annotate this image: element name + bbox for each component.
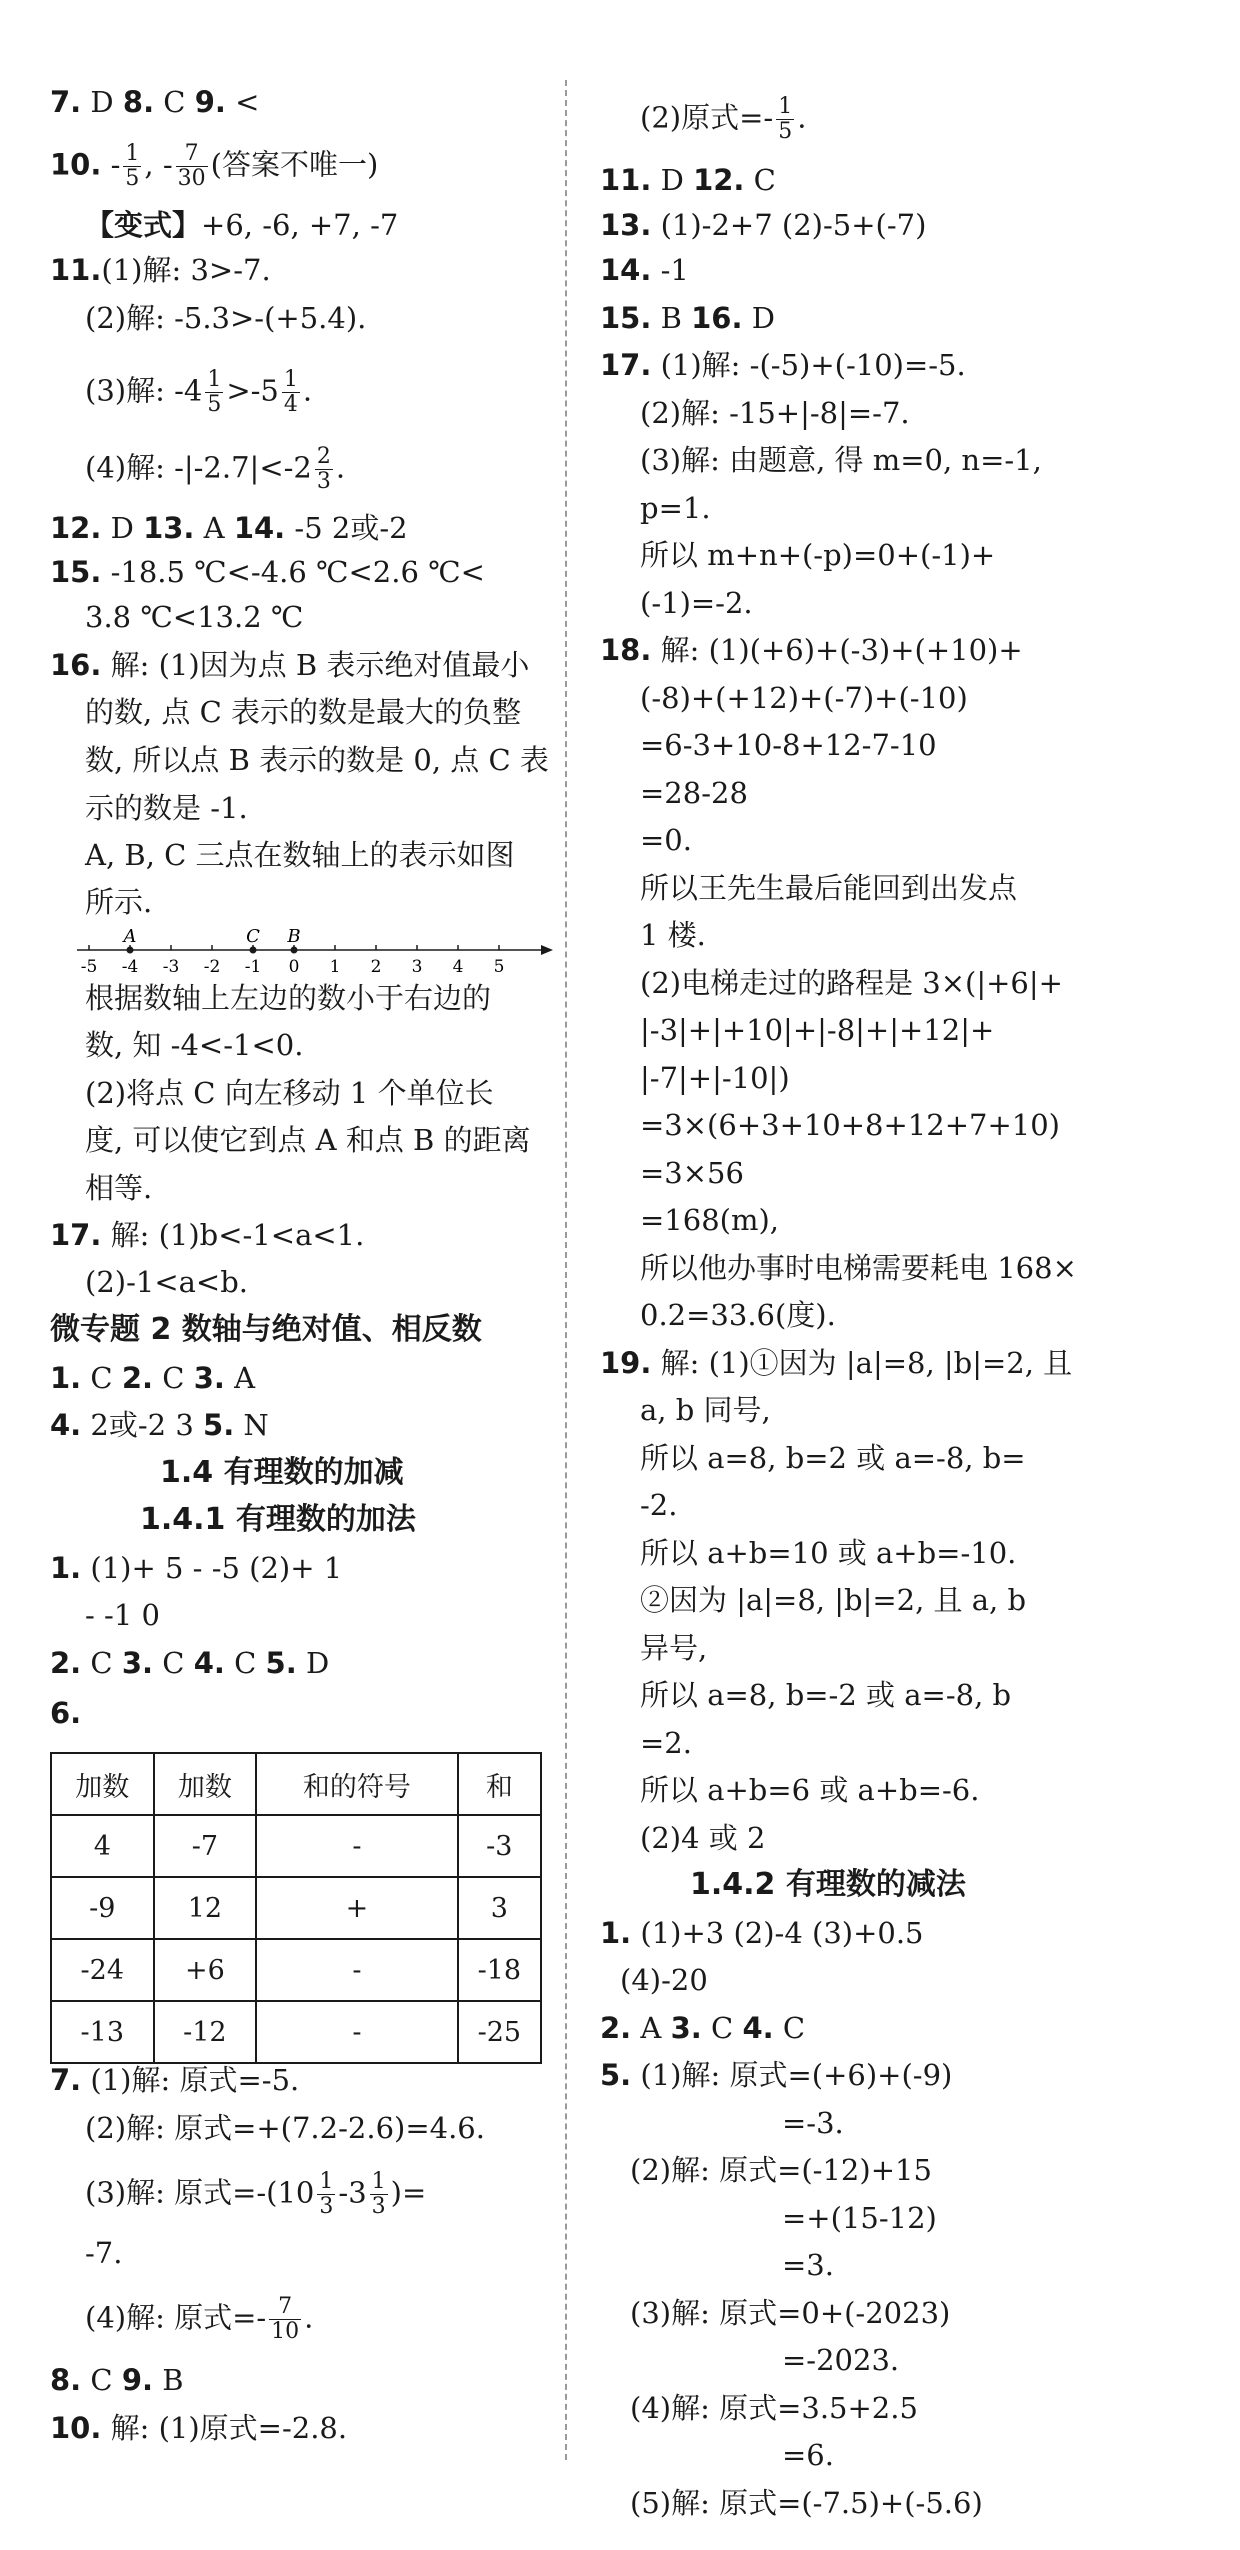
answer-line: (2)-1<a<b. bbox=[85, 1265, 248, 1299]
q-number: 5. bbox=[203, 1408, 235, 1442]
answer-line: (-8)+(+12)+(-7)+(-10) bbox=[640, 681, 968, 715]
text: (3)解: 原式=-(10 bbox=[85, 2175, 315, 2210]
q-number: 4. bbox=[742, 2011, 774, 2045]
answer: D bbox=[296, 1646, 330, 1680]
answer: 解: (1)原式=-2.8. bbox=[101, 2411, 348, 2445]
denominator: 3 bbox=[371, 2194, 386, 2219]
answer-line: (-1)=-2. bbox=[640, 586, 753, 620]
number-line-tick-label: 3 bbox=[411, 957, 423, 977]
table-cell: 4 bbox=[51, 1815, 154, 1877]
variant-line bbox=[85, 205, 398, 245]
answer: B bbox=[153, 2363, 184, 2397]
numerator: 1 bbox=[778, 94, 793, 119]
answer-line: (2)电梯走过的路程是 3×(|+6|+ bbox=[640, 966, 1063, 1000]
table-cell: - bbox=[256, 2001, 458, 2063]
q-number: 11. bbox=[50, 253, 102, 287]
answer-line-7 bbox=[50, 2060, 299, 2100]
answer-line-10 bbox=[50, 2408, 347, 2448]
table-cell: -9 bbox=[51, 1877, 154, 1939]
answer: (1)解: -(-5)+(-10)=-5. bbox=[651, 348, 966, 382]
answer-line-topic-1-3 bbox=[50, 1358, 255, 1398]
q-number: 16. bbox=[691, 301, 743, 335]
numerator: 1 bbox=[319, 2169, 334, 2194]
table-cell: -7 bbox=[154, 1815, 257, 1877]
table-cell: -13 bbox=[51, 2001, 154, 2063]
answer: D bbox=[651, 163, 694, 197]
answer: +6, -6, +7, -7 bbox=[201, 208, 399, 242]
column-divider bbox=[565, 80, 567, 2460]
text: . bbox=[335, 450, 346, 485]
answer-line: =6-3+10-8+12-7-10 bbox=[640, 728, 937, 762]
answer: C bbox=[153, 1361, 194, 1395]
q-number: 4. bbox=[193, 1646, 225, 1680]
answer-line: 数, 知 -4<-1<0. bbox=[85, 1028, 304, 1062]
answer: C bbox=[701, 2011, 743, 2045]
answer-line: 所以 a=8, b=-2 或 a=-8, b bbox=[640, 1678, 1012, 1712]
q-number: 3. bbox=[670, 2011, 702, 2045]
answer-line: =3×(6+3+10+8+12+7+10) bbox=[640, 1108, 1060, 1142]
number-line-tick-label: 1 bbox=[329, 957, 341, 977]
answer-line: 所以 a+b=6 或 a+b=-6. bbox=[640, 1773, 980, 1807]
answer-line: 所示. bbox=[85, 885, 153, 919]
text: , - bbox=[144, 147, 173, 182]
table-cell: -18 bbox=[458, 1939, 541, 2001]
text: - bbox=[101, 147, 121, 182]
number-line-tick-label: 2 bbox=[370, 957, 382, 977]
table-cell: -24 bbox=[51, 1939, 154, 2001]
table-cell: -25 bbox=[458, 2001, 541, 2063]
fraction bbox=[315, 445, 333, 494]
q-number: 7. bbox=[50, 2063, 82, 2097]
addition-table bbox=[50, 1752, 542, 2064]
number-line-tick-label: 4 bbox=[452, 957, 464, 977]
answer-line: (4)解: 原式=3.5+2.5 bbox=[630, 2391, 918, 2425]
number-line-point-label: A bbox=[123, 926, 137, 947]
text: (2)原式=- bbox=[640, 100, 774, 135]
column-header: 和的符号 bbox=[256, 1753, 458, 1815]
denominator: 4 bbox=[283, 392, 298, 417]
answer: A bbox=[631, 2011, 671, 2045]
answer: D bbox=[81, 85, 123, 119]
q-number: 2. bbox=[121, 1361, 154, 1395]
answer: (1)解: 3>-7. bbox=[101, 253, 271, 287]
answer-line: =2. bbox=[640, 1726, 692, 1760]
column-header: 和 bbox=[458, 1753, 541, 1815]
text: (4)解: -|-2.7|<-2 bbox=[85, 450, 312, 485]
answer-line-1 bbox=[600, 1913, 924, 1953]
number-line-point bbox=[127, 947, 134, 954]
q-number: 4. bbox=[50, 1408, 82, 1442]
denominator: 3 bbox=[319, 2194, 334, 2219]
answer: B bbox=[651, 301, 692, 335]
answer: 解: (1)b<-1<a<1. bbox=[101, 1218, 365, 1252]
number-line-tick-label: -4 bbox=[121, 957, 139, 977]
denominator: 5 bbox=[207, 392, 222, 417]
answer: 解: (1)①因为 |a|=8, |b|=2, 且 bbox=[651, 1346, 1073, 1380]
answer-line-13 bbox=[600, 205, 926, 245]
text: (3)解: -4 bbox=[85, 373, 203, 408]
text: >-5 bbox=[226, 373, 279, 408]
table-row bbox=[51, 2001, 541, 2063]
answer: -1 bbox=[651, 253, 689, 287]
q-number: 7. bbox=[50, 85, 82, 119]
answer-line-2-5 bbox=[50, 1643, 329, 1683]
q-number: 1. bbox=[50, 1551, 82, 1585]
answer-line: p=1. bbox=[640, 491, 711, 525]
answer-line: =6. bbox=[782, 2438, 834, 2472]
answer-line: 0.2=33.6(度). bbox=[640, 1298, 836, 1332]
answer-line: =0. bbox=[640, 823, 692, 857]
number-line-point-label: B bbox=[287, 926, 301, 947]
answer-line: (2)4 或 2 bbox=[640, 1821, 766, 1855]
answer-line-2-4 bbox=[600, 2008, 805, 2048]
answer-line: (5)解: 原式=(-7.5)+(-5.6) bbox=[630, 2486, 983, 2520]
answer-line-12-14 bbox=[50, 508, 408, 548]
number-line-tick-label: -2 bbox=[203, 957, 221, 977]
answer: -18.5 ℃<-4.6 ℃<2.6 ℃< bbox=[101, 555, 485, 589]
answer: (1)+3 (2)-4 (3)+0.5 bbox=[631, 1916, 924, 1950]
number-line-point-label: C bbox=[246, 926, 260, 947]
fraction bbox=[205, 368, 223, 417]
fraction bbox=[269, 2295, 301, 2344]
answer: C bbox=[81, 2363, 122, 2397]
fraction bbox=[123, 142, 141, 191]
q-number: 19. bbox=[600, 1346, 652, 1380]
fraction bbox=[317, 2170, 335, 2219]
section-title: 1.4 有理数的加减 bbox=[160, 1455, 404, 1490]
answer: D bbox=[742, 301, 775, 335]
table-cell: 12 bbox=[154, 1877, 257, 1939]
table-cell: 3 bbox=[458, 1877, 541, 1939]
q-number: 13. bbox=[143, 511, 195, 545]
answer-line: 度, 可以使它到点 A 和点 B 的距离 bbox=[85, 1123, 531, 1157]
numerator: 7 bbox=[176, 142, 208, 167]
number-line-tick-label: -5 bbox=[80, 957, 98, 977]
q-number: 10. bbox=[50, 147, 102, 182]
answer-line: 的数, 点 C 表示的数是最大的负整 bbox=[85, 695, 522, 729]
subsection-title: 1.4.1 有理数的加法 bbox=[140, 1502, 416, 1537]
answer-line bbox=[640, 95, 806, 144]
answer: (1)解: 原式=(+6)+(-9) bbox=[631, 2058, 953, 2092]
answer-line: 根据数轴上左边的数小于右边的 bbox=[85, 981, 492, 1015]
answer-line: ②因为 |a|=8, |b|=2, 且 a, b bbox=[640, 1583, 1027, 1617]
answer-line-1 bbox=[50, 1548, 342, 1588]
answer: 解: (1)因为点 B 表示绝对值最小 bbox=[101, 648, 530, 682]
table-cell: -3 bbox=[458, 1815, 541, 1877]
answer-line-5 bbox=[600, 2055, 952, 2095]
table-cell: - bbox=[256, 1939, 458, 2001]
denominator: 10 bbox=[271, 2319, 300, 2344]
answer: 2或-2 3 bbox=[81, 1408, 204, 1442]
answer-line-17 bbox=[600, 345, 966, 385]
answer-line: (2)解: -15+|-8|=-7. bbox=[640, 396, 910, 430]
note: (答案不唯一) bbox=[210, 147, 379, 182]
numerator: 1 bbox=[283, 367, 298, 392]
table-cell: +6 bbox=[154, 1939, 257, 2001]
answer-line-7-9 bbox=[50, 82, 259, 122]
denominator: 3 bbox=[316, 469, 331, 494]
q-number: 17. bbox=[50, 1218, 102, 1252]
answer: C bbox=[154, 85, 195, 119]
numerator: 1 bbox=[371, 2169, 386, 2194]
answer-line: (3)解: 原式=0+(-2023) bbox=[630, 2296, 951, 2330]
text: (4)解: 原式=- bbox=[85, 2300, 267, 2335]
text: . bbox=[302, 373, 313, 408]
column-header: 加数 bbox=[51, 1753, 154, 1815]
q-number: 9. bbox=[121, 2363, 154, 2397]
answer: C bbox=[744, 163, 776, 197]
answer-line: 3.8 ℃<13.2 ℃ bbox=[85, 600, 304, 634]
answer-line-16 bbox=[50, 645, 529, 685]
number-line-tick-label: 0 bbox=[288, 957, 300, 977]
answer-line bbox=[85, 2295, 313, 2344]
answer-line: 所以 m+n+(-p)=0+(-1)+ bbox=[640, 538, 996, 572]
answer-line-15 bbox=[50, 552, 485, 592]
q-number: 14. bbox=[600, 253, 652, 287]
variant-tag: 【变式】 bbox=[85, 208, 202, 242]
text: -3 bbox=[338, 2175, 367, 2210]
answer-line-11 bbox=[50, 250, 271, 290]
denominator: 5 bbox=[125, 166, 140, 191]
q-number: 8. bbox=[122, 85, 155, 119]
q-number: 1. bbox=[600, 1916, 632, 1950]
answer-line-topic-4-5 bbox=[50, 1405, 269, 1445]
answer-line: (2)解: -5.3>-(+5.4). bbox=[85, 301, 367, 335]
denominator: 5 bbox=[778, 119, 793, 144]
answer-line: 示的数是 -1. bbox=[85, 791, 248, 825]
answer-line: 数, 所以点 B 表示的数是 0, 点 C 表 bbox=[85, 743, 549, 777]
answer: A bbox=[194, 511, 234, 545]
answer-line-8-9 bbox=[50, 2360, 184, 2400]
q-number: 5. bbox=[600, 2058, 632, 2092]
answer-line-18 bbox=[600, 630, 1023, 670]
answer-line: |-3|+|+10|+|-8|+|+12|+ bbox=[640, 1013, 995, 1047]
q-number: 8. bbox=[50, 2363, 82, 2397]
arrow-icon bbox=[541, 945, 553, 955]
answer-line-10 bbox=[50, 142, 378, 191]
answer: < bbox=[225, 85, 260, 119]
answer-line: 所以他办事时电梯需要耗电 168× bbox=[640, 1251, 1077, 1285]
answer-line-19 bbox=[600, 1343, 1072, 1383]
denominator: 30 bbox=[177, 166, 206, 191]
answer-line: =+(15-12) bbox=[782, 2201, 937, 2235]
number-line-point bbox=[250, 947, 257, 954]
answer-line: A, B, C 三点在数轴上的表示如图 bbox=[85, 838, 515, 872]
table-row bbox=[51, 1877, 541, 1939]
answer: D bbox=[101, 511, 144, 545]
fraction bbox=[282, 368, 300, 417]
column-header: 加数 bbox=[154, 1753, 257, 1815]
answer: (1)+ 5 - -5 (2)+ 1 bbox=[81, 1551, 343, 1585]
number-line-tick-label: -1 bbox=[244, 957, 262, 977]
answer-line: =-2023. bbox=[782, 2343, 900, 2377]
answer-line: |-7|+|-10|) bbox=[640, 1061, 790, 1095]
number-line-tick-label: 5 bbox=[493, 957, 505, 977]
answer-line: (2)解: 原式=(-12)+15 bbox=[630, 2153, 932, 2187]
answer-line: -2. bbox=[640, 1488, 678, 1522]
answer-line: (2)解: 原式=+(7.2-2.6)=4.6. bbox=[85, 2111, 485, 2145]
answer-line: =-3. bbox=[782, 2106, 844, 2140]
answer: N bbox=[234, 1408, 269, 1442]
q-number: 1. bbox=[50, 1361, 82, 1395]
answer: -5 2或-2 bbox=[285, 511, 408, 545]
table-cell: - bbox=[256, 1815, 458, 1877]
text: . bbox=[797, 100, 807, 135]
q-number: 11. bbox=[600, 163, 652, 197]
answer: 解: (1)(+6)+(-3)+(+10)+ bbox=[651, 633, 1023, 667]
answer-line: 相等. bbox=[85, 1171, 153, 1205]
number-line-point bbox=[291, 947, 298, 954]
numerator: 1 bbox=[207, 367, 222, 392]
answer-line: a, b 同号, bbox=[640, 1393, 771, 1427]
q-number: 15. bbox=[50, 555, 102, 589]
answer-line: (2)将点 C 向左移动 1 个单位长 bbox=[85, 1076, 494, 1110]
answer: (1)-2+7 (2)-5+(-7) bbox=[651, 208, 927, 242]
numerator: 1 bbox=[125, 141, 140, 166]
answer-line: (3)解: 由题意, 得 m=0, n=-1, bbox=[640, 443, 1042, 477]
table-row bbox=[51, 1939, 541, 2001]
numerator: 7 bbox=[269, 2295, 301, 2320]
answer: A bbox=[224, 1361, 256, 1395]
q-number: 2. bbox=[600, 2011, 632, 2045]
q-number: 3. bbox=[121, 1646, 154, 1680]
answer-line bbox=[85, 445, 345, 494]
answer-line: 所以 a=8, b=2 或 a=-8, b= bbox=[640, 1441, 1026, 1475]
number-line-diagram bbox=[75, 920, 555, 980]
answer-line: =28-28 bbox=[640, 776, 748, 810]
answer-line: -7. bbox=[85, 2236, 123, 2270]
answer-line: 1 楼. bbox=[640, 918, 706, 952]
answer: (1)解: 原式=-5. bbox=[81, 2063, 300, 2097]
answer-line-14 bbox=[600, 250, 689, 290]
answer-line: =168(m), bbox=[640, 1203, 779, 1237]
answer: C bbox=[81, 1646, 122, 1680]
answer-line bbox=[85, 368, 312, 417]
answer-line: - -1 0 bbox=[85, 1598, 160, 1632]
topic-heading: 微专题 2 数轴与绝对值、相反数 bbox=[50, 1312, 482, 1347]
q-number: 14. bbox=[233, 511, 286, 545]
q-number: 17. bbox=[600, 348, 652, 382]
q-number: 15. bbox=[600, 301, 652, 335]
answer-line: (4)-20 bbox=[620, 1963, 708, 1997]
q-number: 12. bbox=[693, 163, 745, 197]
table-cell: + bbox=[256, 1877, 458, 1939]
answer-line: =3. bbox=[782, 2248, 834, 2282]
q-number: 10. bbox=[50, 2411, 102, 2445]
table-header-row bbox=[51, 1753, 541, 1815]
answer: C bbox=[224, 1646, 266, 1680]
subsection-title: 1.4.2 有理数的减法 bbox=[690, 1867, 966, 1902]
q-number: 3. bbox=[193, 1361, 225, 1395]
answer-line: 所以王先生最后能回到出发点 bbox=[640, 871, 1018, 905]
fraction bbox=[776, 95, 794, 144]
q-number: 18. bbox=[600, 633, 652, 667]
answer-line-15-16 bbox=[600, 298, 775, 338]
answer: C bbox=[81, 1361, 122, 1395]
q-number: 9. bbox=[194, 85, 226, 119]
fraction bbox=[370, 2170, 388, 2219]
q-number: 2. bbox=[50, 1646, 82, 1680]
answer-line-17 bbox=[50, 1215, 364, 1255]
answer-line bbox=[85, 2170, 426, 2219]
answer-line: 所以 a+b=10 或 a+b=-10. bbox=[640, 1536, 1017, 1570]
answer-line: 异号, bbox=[640, 1631, 708, 1665]
table-row bbox=[51, 1815, 541, 1877]
numerator: 2 bbox=[316, 444, 331, 469]
answer: C bbox=[153, 1646, 194, 1680]
q-number: 16. bbox=[50, 648, 102, 682]
answer-line-11-12 bbox=[600, 160, 776, 200]
fraction bbox=[176, 142, 208, 191]
q-number: 5. bbox=[265, 1646, 297, 1680]
q-number: 12. bbox=[50, 511, 102, 545]
answer: C bbox=[773, 2011, 806, 2045]
number-line-tick-label: -3 bbox=[162, 957, 180, 977]
text: . bbox=[304, 2300, 314, 2335]
text: )= bbox=[390, 2175, 427, 2210]
answer-line: =3×56 bbox=[640, 1156, 744, 1190]
q-number: 6. bbox=[50, 1696, 82, 1730]
table-cell: -12 bbox=[154, 2001, 257, 2063]
q-number: 13. bbox=[600, 208, 652, 242]
